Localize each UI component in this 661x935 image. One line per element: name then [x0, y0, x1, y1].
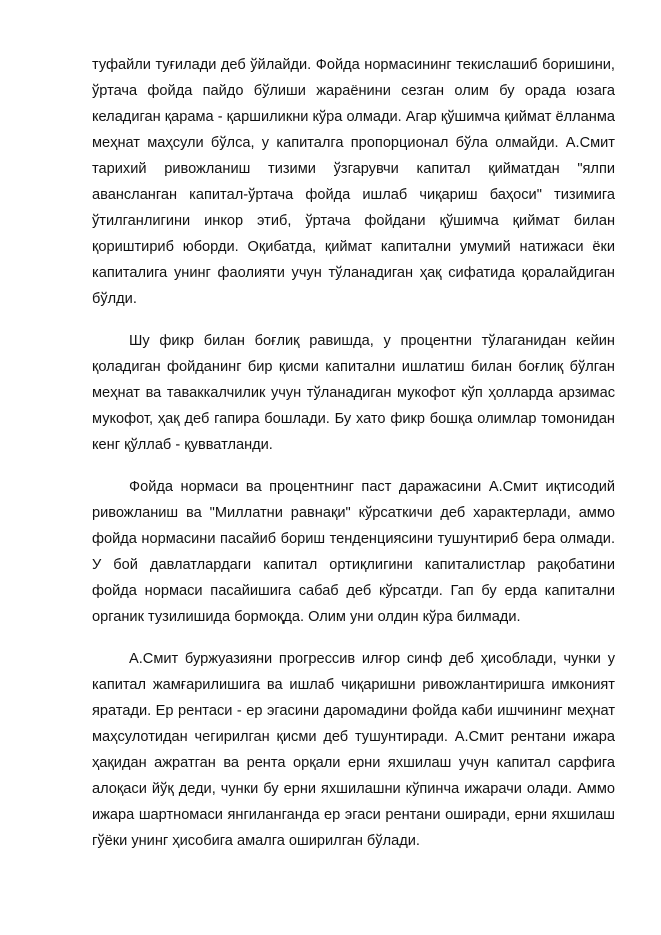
- paragraph-2: Шу фикр билан боғлиқ равишда, у процентни тўлаганидан кейин қоладиган фойданинг бир қисми капитални ишлатиш билан боғлиқ бўлган меҳнат ва таваккалчилик учун тўланадиган мукофот кўп ҳолларда арзимас мукофот, ҳақ деб гапира бошлади. Бу хато фикр бошқа олимлар томонидан кенг қўллаб - қувватланди.: [92, 333, 615, 453]
- document-page: [92, 52, 615, 854]
- paragraph-4: А.Смит буржуазияни прогрессив илғор синф деб ҳисоблади, чунки у капитал жамғарилишига ва ишлаб чиқаришни ривожлантиришга имконият яратади. Ер рентаси - ер эгасини даромадини фойда каби ишчининг меҳнат маҳсулотидан чегирилган қисми деб тушунтиради. А.Смит рентани ижара ҳақидан ажратган ва рента орқали ерни яхшилаш учун капитал сарфига алоқаси йўқ деди, чунки бу ерни яхшилашни кўпинча ижарачи олади. Аммо ижара шартномаси янгиланганда ер эгаси рентани оширади, ерни яхшилаш гўёки унинг ҳисобига амалга оширилган бўлади.: [92, 651, 615, 849]
- paragraph-3: Фойда нормаси ва процентнинг паст даражасини А.Смит иқтисодий ривожланиш ва "Миллатни равнақи" кўрсаткичи деб характерлади, аммо фойда нормасини пасайиб бориш тенденциясини тушунтириб бера олмади. У бой давлатлардаги капитал ортиқлигини капиталистлар рақобатини фойда нормаси пасайишига сабаб деб кўрсатди. Гап бу ерда капитални органик тузилишида бормоқда. Олим уни олдин кўра билмади.: [92, 479, 615, 625]
- paragraph-1: туфайли туғилади деб ўйлайди. Фойда нормасининг текислашиб боришини, ўртача фойда пайдо бўлиши жараёнини сезган олим бу орада юзага келадиган қарама - қаршиликни кўра олмади. Агар қўшимча қиймат ёлланма меҳнат маҳсули бўлса, у капиталга пропорционал бўла олмайди. А.Смит тарихий ривожланиш тизими ўзгарувчи капитал қийматдан "ялпи авансланган капитал-ўртача фойда ишлаб чиқариш баҳоси" тизимига ўтилганлигини инкор этиб, ўртача фойдани қўшимча қиймат билан қориштириб юборди. Оқибатда, қиймат капитални умумий натижаси ёки капиталига унинг фаолияти учун тўланадиган ҳақ сифатида қоралайдиган бўлди.: [92, 57, 615, 307]
